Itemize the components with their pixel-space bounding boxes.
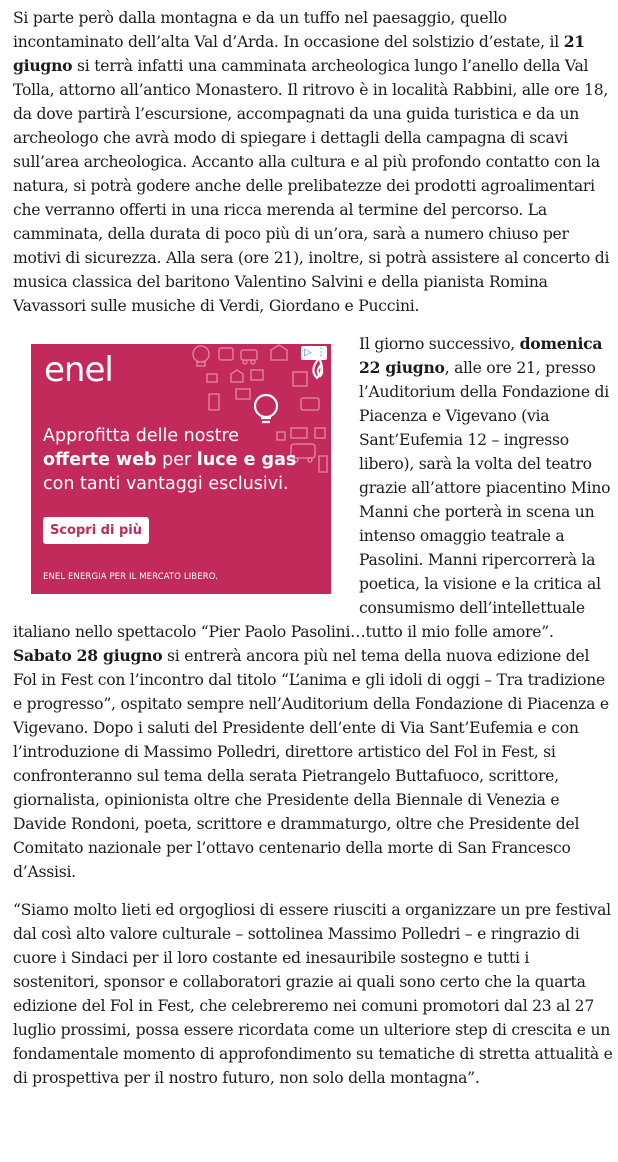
ad-line-3: con tanti vantaggi esclusivi. bbox=[43, 474, 289, 494]
ad-disclaimer: ENEL ENERGIA PER IL MERCATO LIBERO. bbox=[43, 572, 218, 582]
text: “Siamo molto lieti ed orgogliosi di essere riusciti a organizzare un pre festival dal così alto valore culturale – sottolinea Massimo Polledri – e ringrazio di cuore i Sindaci per il loro costante ed inesauribile sostegno e tutti i sostenitori, sponsor e collaboratori grazie ai quali sono certo che la quarta edizione del Fol in Fest, che celebreremo nei comuni promotori dal 23 al 27 luglio prossimi, possa essere ricordata come un ulteriore step di crescita e un fondamentale momento di approfondimento su tematiche di stretta attualità e di prospettiva per il nostro futuro, non solo della montagna”. bbox=[13, 901, 613, 1087]
ad-offer-web: offerte web bbox=[43, 450, 157, 470]
ad-text-per: per bbox=[156, 450, 197, 470]
text: Il giorno successivo, bbox=[359, 335, 520, 353]
advertisement-banner[interactable] bbox=[31, 344, 331, 594]
paragraph-1 bbox=[13, 6, 613, 318]
bold-date: 21 giugno bbox=[13, 32, 585, 75]
text: si entrerà ancora più nel tema della nuova edizione del Fol in Fest con l’incontro dal titolo “L’anima e gli idoli di oggi – Tra tradizione e progresso”, ospitato sempre nell’Auditorium della Fondazione di Piacenza e Vigevano. Dopo i saluti del Presidente dell’ente di Via Sant’Eufemia e con l’introduzione di Massimo Polledri, direttore artistico del Fol in Fest, si confronteranno sul tema della serata Pietrangelo Buttafuoco, scrittore, giornalista, opinionista oltre che Presidente della Biennale di Venezia e Davide Rondoni, poeta, scrittore e drammaturgo, oltre che Presidente del Comitato nazionale per l’ottavo centenario della morte di San Francesco d’Assisi. bbox=[13, 647, 609, 881]
enel-logo: enel bbox=[44, 350, 113, 390]
text: Si parte però dalla montagna e da un tuffo nel paesaggio, quello incontaminato dell’alta Val d’Arda. In occasione del solstizio d’estate, il bbox=[13, 9, 564, 51]
paragraph-3 bbox=[13, 898, 613, 1090]
bold-date: Sabato 28 giugno bbox=[13, 646, 163, 665]
bold-date: domenica 22 giugno bbox=[359, 334, 603, 377]
ad-line-2 bbox=[43, 448, 323, 472]
ad-line-1: Approfitta delle nostre bbox=[43, 426, 240, 446]
ad-luce-gas: luce e gas bbox=[196, 450, 297, 470]
text: si terrà infatti una camminata archeologica lungo l’anello della Val Tolla, attorno all’antico Monastero. Il ritrovo è in località Rabbini, alle ore 18, da dove partirà l’escursione, accompagnati da una guida turistica e da un archeologo che avrà modo di spiegare i dettagli della campagna di scavi sull’area archeologica. Accanto alla cultura e al più profondo contatto con la natura, si potrà godere anche delle prelibatezze dei prodotti agroalimentari che verranno offerti in una ricca merenda al termine del percorso. La camminata, della durata di poco più di un’ora, sarà a numero chiuso per motivi di sicurezza. Alla sera (ore 21), inoltre, si potrà assistere al concerto di musica classica del baritono Valentino Salvini e della pianista Romina Vavassori sulle musiche di Verdi, Giordano e Puccini. bbox=[13, 57, 610, 315]
adchoices-icon[interactable]: ▷ ⋮ bbox=[301, 346, 327, 360]
ad-headline bbox=[43, 424, 323, 496]
text: , alle ore 21, presso l’Auditorium della Fondazione di Piacenza e Vigevano (via Sant’Eufemia 12 – ingresso libero), sarà la volta del teatro grazie all’attore piacentino Mino Manni che porterà in scena un intenso omaggio teatrale a Pasolini. Manni ripercorrerà la poetica, la visione e la critica al consumismo dell’intellettuale italiano nello spettacolo “Pier Paolo Pasolini…tutto il mio folle amore”. bbox=[13, 359, 611, 641]
ad-cta-button[interactable]: Scopri di più bbox=[43, 517, 149, 544]
article-body bbox=[13, 6, 613, 1104]
